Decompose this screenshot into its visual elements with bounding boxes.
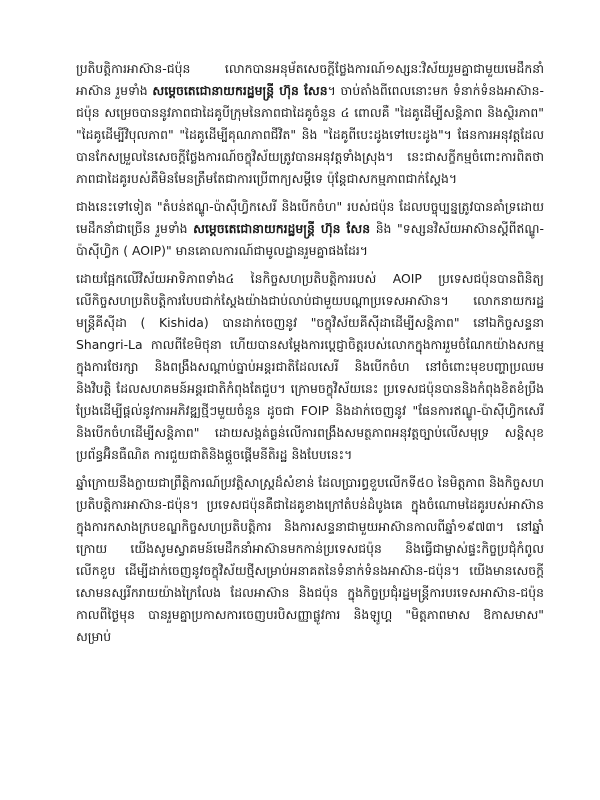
- paragraph-2-text: ជាងនេះទៅទៀត "តំបន់ឥណ្ឌូ-ប៉ាស៊ីហ្វិកសេរី និងបើកចំហ" របស់ជប៉ុន ដែលបច្ចុប្បន្នត្រូវបានគាំទ្រដោយមេដឹកនាំជាច្រើន រួមទាំង: [76, 199, 544, 236]
- paragraph-4-text: ឆ្នាំក្រោយនឹងក្លាយជាព្រឹត្តិការណ៍ប្រវត្តិសាស្ត្រដ៏សំខាន់ ដែលប្រារព្ធខួបលើកទី៥០ នៃមិត្តភាព និងកិច្ចសហប្រតិបត្តិការអាស៊ាន-ជប៉ុន។ ប្រទេសជប៉ុនគឺជាដៃគូខាងក្រៅតំបន់ដំបូងគេ ក្នុងចំណោមដៃគូរបស់អាស៊ាន ក្នុងការកសាងក្របខណ្ឌកិច្ចសហប្រតិបត្តិការ និងការសន្ទនាជាមួយអាស៊ានកាលពីឆ្នាំ១៩៧៣។ នៅឆ្នាំក្រោយ យើងសូមស្វាគមន៍មេដឹកនាំអាស៊ានមកកាន់ប្រទេសជប៉ុន និងធ្វើជាម្ចាស់ផ្ទះកិច្ចប្រជុំកំពូលលើកខួប ដើម្បីដាក់ចេញនូវចក្ខុវិស័យថ្មីសម្រាប់អនាគតនៃទំនាក់ទំនងអាស៊ាន-ជប៉ុន។ យើងមានសេចក្តីសោមនស្សរីករាយយ៉ាងក្រៃលែង ដែលអាស៊ាន និងជប៉ុន ក្នុងកិច្ចប្រជុំរដ្ឋមន្ត្រីការបរទេសអាស៊ាន-ជប៉ុនកាលពីថ្ងៃមុន បានរួមគ្នាប្រកាសការចេញបរបិសញ្ញាផ្លូវការ និងឡូហ្គ "មិត្តភាពមាស ឱកាសមាស" សម្រាប់: [76, 475, 544, 644]
- paragraph-4: [76, 472, 544, 648]
- paragraph-3: [76, 268, 544, 466]
- paragraph-1-bold-name: សម្តេចតេជោនាយករដ្ឋមន្ត្រី ហ៊ុន សែន: [152, 83, 328, 98]
- paragraph-1: [76, 58, 544, 190]
- paragraph-2: [76, 196, 544, 262]
- paragraph-3-text: ដោយផ្អែកលើវិស័យអាទិភាពទាំង៤ នៃកិច្ចសហប្រតិបត្តិការរបស់ AOIP ប្រទេសជប៉ុនបានពិនិត្យលើកិច្ចសហប្រតិបត្តិការបែបជាក់ស្តែងយ៉ាងជាប់លាប់ជាមួយបណ្តាប្រទេសអាស៊ាន។ លោកនាយករដ្ឋមន្ត្រីគីស៊ីដា ( Kishida) បានដាក់ចេញនូវ "ចក្ខុវិស័យគីស៊ីដាដើម្បីសន្តិភាព" នៅឯកិច្ចសន្ទនា Shangri-La កាលពីខែមិថុនា ហើយបានសម្តែងការប្តេជ្ញាចិត្តរបស់លោកក្នុងការរួមចំណែកយ៉ាងសកម្មក្នុងការថែរក្សា និងពង្រឹងសណ្តាប់ធ្នាប់អន្តរជាតិដែលសេរី និងបើកចំហ នៅចំពោះមុខបញ្ហាប្រឈម និងវិបត្តិ ដែលសហគមន៍អន្តរជាតិកំពុងតែជួប។ ក្រោមចក្ខុវិស័យនេះ ប្រទេសជប៉ុនបាននិងកំពុងខិតខំប្រឹងប្រែងដើម្បីផ្តល់នូវការអភិវឌ្ឍថ្មីៗមួយចំនួន ដូចជា FOIP និងដាក់ចេញនូវ "ផែនការឥណ្ឌូ-ប៉ាស៊ីហ្វិកសេរី និងបើកចំហដើម្បីសន្តិភាព" ដោយសង្កត់ធ្ងន់លើការពង្រឹងសមត្ថភាពអនុវត្តច្បាប់លើសមុទ្រ សន្តិសុខប្រព័ន្ធអ៊ិនធឺណិត ការជួយជាតិនិងផ្តួចផ្តើមនីតិរដ្ឋ និងបែបនេះ។: [76, 271, 544, 462]
- paragraph-2-text-continued: និង "ទស្សនវិស័យអាស៊ានស្តីពីឥណ្ឌូ-ប៉ាស៊ីហ្វិក ( AOIP)" មានគោលការណ៍ជាមូលដ្ឋានរួមគ្នាផងដែរ។: [76, 221, 544, 258]
- paragraph-2-bold-name: សម្តេចតេជោនាយករដ្ឋមន្ត្រី ហ៊ុន សែន: [193, 221, 371, 236]
- paragraph-1-text: ប្រតិបត្តិការអាស៊ាន-ជប៉ុន លោកបានអនុម័តសេចក្តីថ្លែងការណ៍១ស្សនៈវិស័យរួមគ្នាជាមួយមេដឹកនាំអាស៊ាន រួមទាំង: [76, 61, 544, 98]
- paragraph-1-text-continued: ។ ចាប់តាំងពីពេលនោះមក ទំនាក់ទំនងអាស៊ាន-ជប៉ុន សម្រេចបាននូវភាពជាដៃគូបីក្រុមនៃភាពជាដៃគូចំនួន ៤ ពោលគឺ "ដៃគូដើម្បីសន្តិភាព និងស្ថិរភាព" "ដៃគូដើម្បីវិបុលភាព" "ដៃគូដើម្បីគុណភាពជីវិត" និង "ដៃគូពីបេះដូងទៅបេះដូង"។ ផែនការអនុវត្តដែលបានកែសម្រួលនៃសេចក្តីថ្លែងការណ៍ចក្ខុវិស័យត្រូវបានអនុវត្តទាំងស្រុង។ នេះជាសក្ខីកម្មចំពោះការពិតថា ភាពជាដៃគូរបស់គឺមិនមែនត្រឹមតែជាការប្រើពាក្យសម្ដីទេ ប៉ុន្តែជាសកម្មភាពជាក់ស្ដែង។: [76, 83, 544, 186]
